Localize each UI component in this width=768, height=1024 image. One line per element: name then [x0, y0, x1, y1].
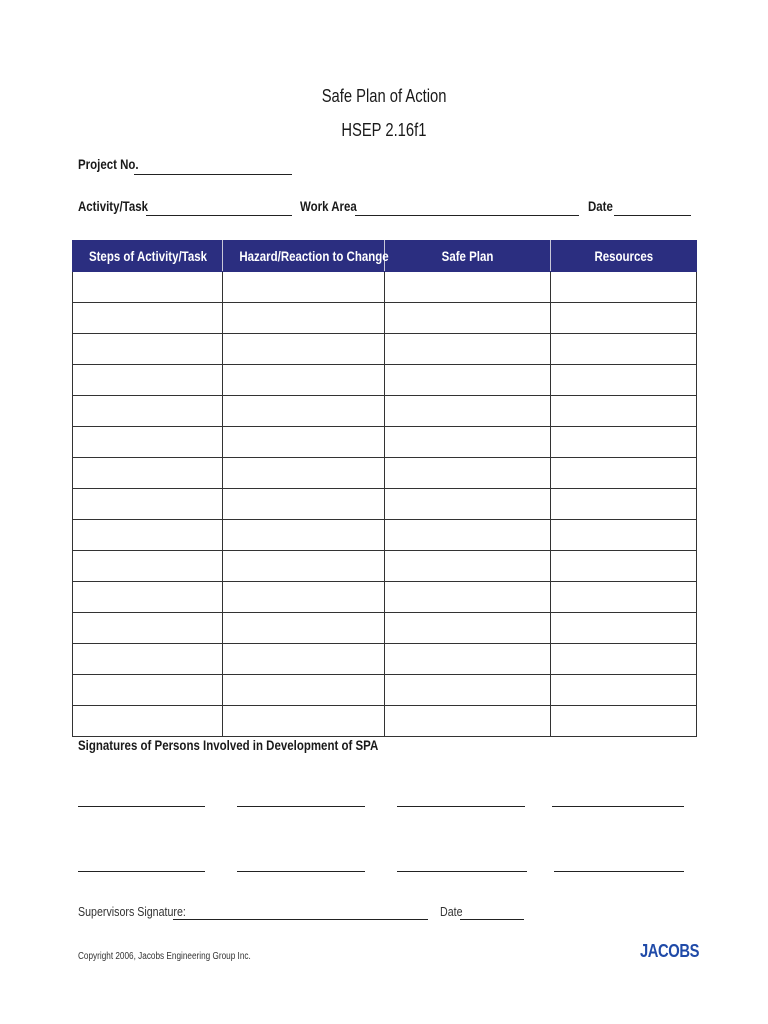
table-cell[interactable]	[223, 489, 385, 520]
work-area-label: Work Area	[300, 198, 357, 214]
table-cell[interactable]	[385, 675, 551, 706]
table-cell[interactable]	[223, 396, 385, 427]
table-row	[73, 272, 697, 303]
table-row	[73, 396, 697, 427]
table-cell[interactable]	[223, 613, 385, 644]
table-row	[73, 675, 697, 706]
table-cell[interactable]	[551, 706, 697, 737]
table-cell[interactable]	[223, 303, 385, 334]
table-cell[interactable]	[551, 427, 697, 458]
table-cell[interactable]	[385, 644, 551, 675]
table-cell[interactable]	[223, 582, 385, 613]
table-row	[73, 303, 697, 334]
table-cell[interactable]	[223, 365, 385, 396]
table-cell[interactable]	[551, 334, 697, 365]
signature-line[interactable]	[237, 806, 365, 807]
work-area-field[interactable]	[355, 215, 579, 216]
table-cell[interactable]	[73, 396, 223, 427]
supervisor-signature-label: Supervisors Signature:	[78, 904, 186, 919]
table-cell[interactable]	[223, 334, 385, 365]
table-cell[interactable]	[385, 520, 551, 551]
signature-line[interactable]	[552, 806, 684, 807]
table-row	[73, 334, 697, 365]
supervisor-date-label: Date	[440, 904, 463, 919]
table-cell[interactable]	[223, 458, 385, 489]
signature-line[interactable]	[397, 871, 527, 872]
table-row	[73, 427, 697, 458]
table-cell[interactable]	[551, 675, 697, 706]
table-row	[73, 706, 697, 737]
column-header: Hazard/Reaction to Change	[223, 241, 385, 272]
table-cell[interactable]	[223, 644, 385, 675]
signature-line[interactable]	[78, 871, 205, 872]
table-cell[interactable]	[73, 675, 223, 706]
table-row	[73, 458, 697, 489]
table-cell[interactable]	[551, 489, 697, 520]
table-cell[interactable]	[73, 706, 223, 737]
table-cell[interactable]	[223, 551, 385, 582]
signatures-heading: Signatures of Persons Involved in Development of SPA	[78, 737, 379, 753]
table-row	[73, 613, 697, 644]
table-body	[73, 272, 697, 737]
table-cell[interactable]	[385, 334, 551, 365]
table-cell[interactable]	[385, 551, 551, 582]
table-cell[interactable]	[551, 272, 697, 303]
project-no-field[interactable]	[134, 174, 292, 175]
supervisor-signature-field[interactable]	[173, 919, 428, 920]
table-cell[interactable]	[73, 644, 223, 675]
table-cell[interactable]	[73, 582, 223, 613]
table-cell[interactable]	[385, 303, 551, 334]
table-cell[interactable]	[385, 272, 551, 303]
table-cell[interactable]	[223, 272, 385, 303]
supervisor-date-field[interactable]	[460, 919, 524, 920]
table-cell[interactable]	[551, 613, 697, 644]
table-cell[interactable]	[223, 675, 385, 706]
signature-line[interactable]	[237, 871, 365, 872]
table-cell[interactable]	[73, 489, 223, 520]
table-cell[interactable]	[73, 334, 223, 365]
signature-line[interactable]	[78, 806, 205, 807]
table-row	[73, 520, 697, 551]
project-no-label: Project No.	[78, 156, 139, 172]
table-cell[interactable]	[385, 613, 551, 644]
table-cell[interactable]	[73, 551, 223, 582]
table-cell[interactable]	[551, 365, 697, 396]
table-row	[73, 551, 697, 582]
table-cell[interactable]	[551, 458, 697, 489]
table-cell[interactable]	[73, 458, 223, 489]
table-cell[interactable]	[385, 427, 551, 458]
table-cell[interactable]	[551, 551, 697, 582]
table-row	[73, 365, 697, 396]
table-cell[interactable]	[385, 582, 551, 613]
table-row	[73, 644, 697, 675]
table-cell[interactable]	[73, 272, 223, 303]
column-header: Safe Plan	[385, 241, 551, 272]
table-cell[interactable]	[551, 396, 697, 427]
table-cell[interactable]	[73, 520, 223, 551]
table-cell[interactable]	[551, 520, 697, 551]
date-field[interactable]	[614, 215, 691, 216]
table-cell[interactable]	[223, 520, 385, 551]
table-row	[73, 582, 697, 613]
copyright-text: Copyright 2006, Jacobs Engineering Group Inc.	[78, 951, 251, 962]
table-cell[interactable]	[385, 458, 551, 489]
table-cell[interactable]	[385, 489, 551, 520]
activity-task-field[interactable]	[146, 215, 292, 216]
signature-line[interactable]	[554, 871, 684, 872]
page-title: Safe Plan of Action	[321, 86, 447, 106]
table-cell[interactable]	[551, 303, 697, 334]
activity-task-label: Activity/Task	[78, 198, 148, 214]
signature-line[interactable]	[397, 806, 525, 807]
date-label: Date	[588, 198, 613, 214]
table-cell[interactable]	[385, 365, 551, 396]
safe-plan-table	[72, 240, 697, 737]
table-cell[interactable]	[551, 644, 697, 675]
table-cell[interactable]	[73, 427, 223, 458]
table-cell[interactable]	[385, 396, 551, 427]
table-header-row	[73, 241, 697, 272]
table-cell[interactable]	[73, 365, 223, 396]
form-code: HSEP 2.16f1	[341, 120, 427, 140]
table-cell[interactable]	[73, 303, 223, 334]
column-header: Steps of Activity/Task	[73, 241, 223, 272]
table-cell[interactable]	[551, 582, 697, 613]
table-cell[interactable]	[223, 706, 385, 737]
jacobs-logo: JACOBS	[640, 941, 700, 961]
column-header: Resources	[551, 241, 697, 272]
table-row	[73, 489, 697, 520]
table-cell[interactable]	[223, 427, 385, 458]
table-cell[interactable]	[73, 613, 223, 644]
table-cell[interactable]	[385, 706, 551, 737]
